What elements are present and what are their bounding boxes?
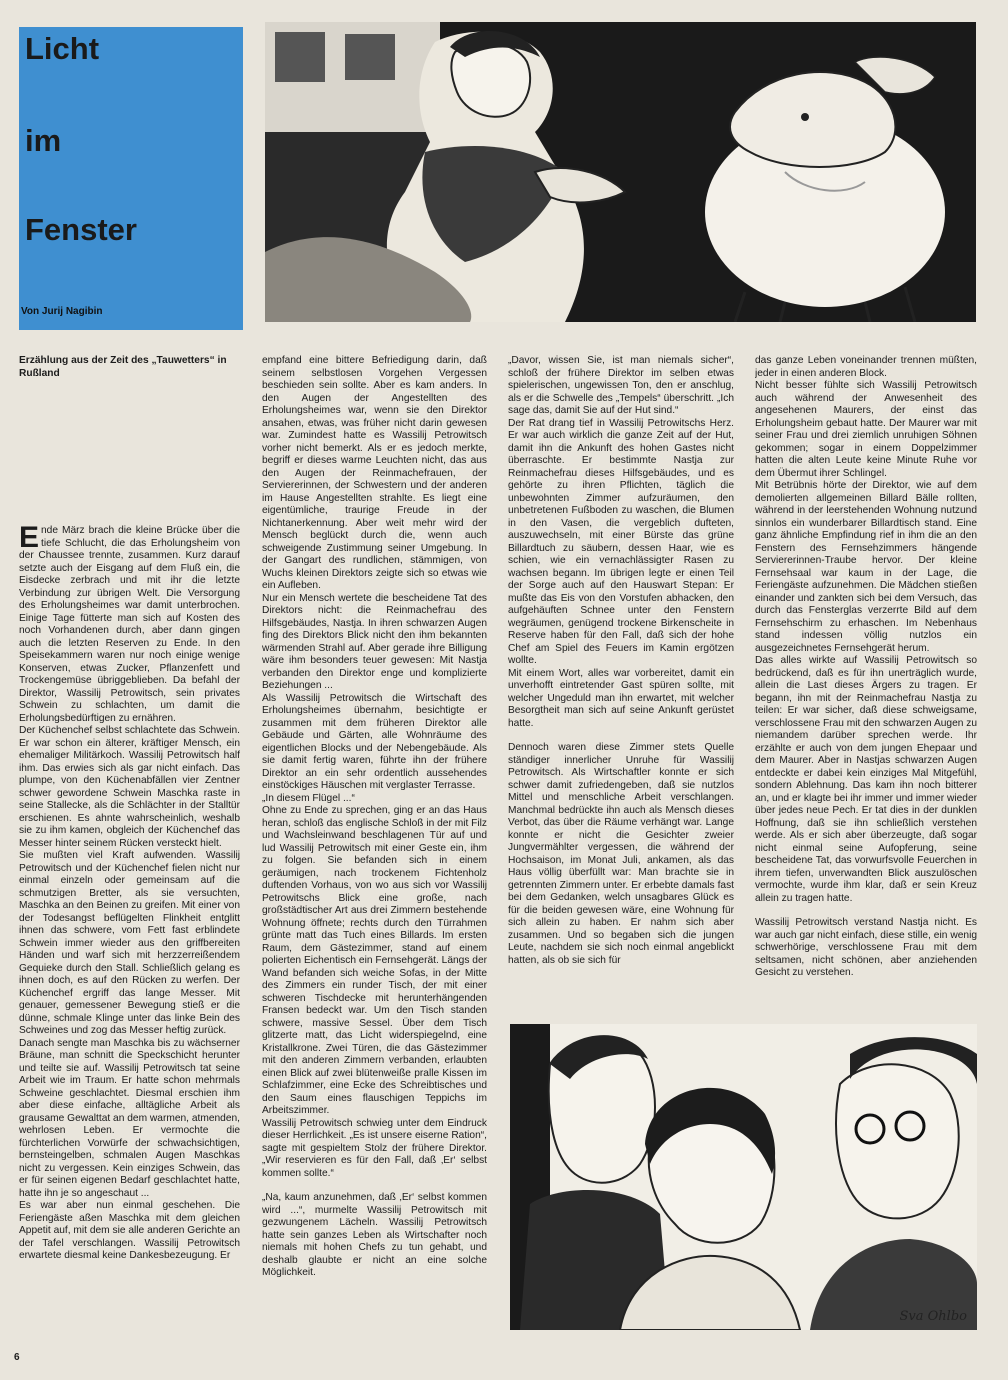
title-word-licht: Licht: [25, 31, 100, 66]
paragraph: das ganze Leben voneinander trennen müßten, jeder in einen anderen Block.: [755, 355, 977, 379]
paragraph: Als Wassilij Petrowitsch die Wirtschaft des Erholungsheimes übernahm, besichtigte er zusammen mit dem früheren Direktor alle Gebäude und Gärten, alle Wohnräume des eigentlichen Blocks und der Nebengebäude. Als sie damit fertig waren, führte ihn der frühere Direktor an ein sehr ordentlich aussehendes einstöckiges Häuschen mit verglaster Terrasse.: [262, 692, 487, 791]
paragraph: Mit Betrübnis hörte der Direktor, wie auf dem demolierten allgemeinen Billard Bälle rollten, während in der leerstehenden Wohnung nutzund sinnlos ein wunderbarer Billardtisch stand. Eine ganz ähnliche Empfindung rief in ihm die an den Fenstern des Fernsehzimmers hängende Serviererinnen-Traube hervor. Der kleine Fernsehsaal war kaum in der Lage, die Feriengäste aufzunehmen. Die Mädchen stießen einander und zankten sich bei dem Versuch, das durch das Fensterglas verzerrte Bild auf dem Fernsehschirm zu erhaschen. Im Nebenhaus stand indessen völlig nutzlos ein ausgezeichnetes Fernsehgerät herum.: [755, 480, 977, 654]
ink-illustration-man-and-pig-icon: [265, 22, 976, 322]
drop-cap: E: [19, 525, 40, 554]
paragraph: Der Rat drang tief in Wassilij Petrowitschs Herz. Er war auch wirklich die ganze Zeit auf der Hut, damit ihn die Ankunft des hohen Gastes nicht überraschte. Er bestimmte Nastja zur Reinmachefrau dieses Hilfsgebäudes, und es gehörte zu ihren Pflichten, täglich die unbewohnten Zimmer aufzuräumen, den unbetretenen Fußboden zu waschen, die Blumen in den Vasen, die vergeblich dufteten, auszuwechseln, mit einer Bürste das grüne Billardtuch zu säubern, dessen Haar, wie es schien, wie ein vernachlässigter Rasen zu wachsen begann. Im übrigen legte er einen Teil der Sorge auch auf den Hauswart Stepan: Er mußte das Eis von den Vorstufen abhacken, den aufgehäuften Schnee unter den Fenstern wegräumen, genügend trockene Birkenscheite in Reserve haben für den Fall, daß sich der hohe Chef am Spiel des Feuers im Kamin ergötzen wollte.: [508, 417, 734, 666]
paragraph: „In diesem Flügel ...“: [262, 792, 355, 804]
paragraph: Nur ein Mensch wertete die bescheidene Tat des Direktors nicht: die Reinmachefrau des Hilfsgebäudes, Nastja. In ihren schwarzen Augen fing des Direktors Blick nicht den ihm bekannten wärmenden Strahl auf. Aber gerade ihre Billigung wäre ihm besonders teuer gewesen: Mit Nastja verbanden den Direktor enge und komplizierte Beziehungen ...: [262, 592, 487, 691]
paragraph: „Na, kaum anzunehmen, daß ‚Er‘ selbst kommen wird ...“, murmelte Wassilij Petrowitsch mit gezwungenem Lächeln. Wassilij Petrowitsch hatte sein ganzes Leben als Wirtschafter noch niemals mit hohen Chefs zu tun gehabt, und deshalb glaubte er nicht an eine solche Möglichkeit.: [262, 1192, 487, 1278]
paragraph: Danach sengte man Maschka bis zu wächserner Bräune, man schnitt die Speckschicht herunter und teilte sie auf. Wassilij Petrowitsch tat seine Arbeit wie im Traum. Er hatte schon mehrmals Schweine geschlachtet. Diesmal erschien ihm aber diese einfache, alltägliche Arbeit als grausame Gewalttat an dem warmen, atmenden, wehrlosen Leben. Er vermochte die fürchterlichen Vorwürfe der schwachsichtigen, bernsteingelben, schmalen Augen Maschkas nicht zu vergessen. Kein einziges Schwein, das er für seinen eigenen Bedarf geschlachtet hatte, hatte ihn je so angeschaut ...: [19, 1037, 240, 1199]
paragraph: [19, 525, 240, 725]
artist-signature: Sva Ohlbo: [899, 1309, 967, 1324]
top-illustration: [265, 22, 976, 322]
paragraph: Mit einem Wort, alles war vorbereitet, damit ein unverhofft eintretender Gast spüren sollte, mit welcher Ungeduld man ihn erwartet, mit welcher Besorgtheit man sich auf seine Ankunft gerüstet hatte.: [508, 667, 734, 729]
paragraph: Ohne zu Ende zu sprechen, ging er an das Haus heran, schloß das englische Schloß in der mit Filz und Wachsleinwand beschlagenen Tür auf und lud Wassilij Petrowitsch mit einer Geste ein, ihm zu folgen. Sie befanden sich in einem geräumigen, nach trockenem Fichtenholz duftenden Vorhaus, von wo aus sich vor Wassilij Petrowitschs Blick eine große, nach großstädtischer Art aus drei Zimmern bestehende Wohnung öffnete; rechts durch den Türrahmen grünte matt das Tuch eines Billards. Im ersten Raum, dem Gästezimmer, stand auf einem polierten Eichentisch ein Fernsehgerät. Längs der Wand befanden sich weiche Sofas, in der Mitte des Zimmers ein runder Tisch, der mit einer schweren Tischdecke mit herunterhängenden Fransen bedeckt war. Um den Tisch standen schwere, massive Sessel. Über dem Tisch glitzerte matt, das Licht widerspiegelnd, eine Kristallkrone. Zwei Türen, die das Gästezimmer mit den anderen Zimmern verbanden, erlaubten einen Blick auf zwei blütenweiße pralle Kissen im Schlafzimmer, eine Ecke des Schreibtisches und den Saum eines flauschigen Teppichs im Arbeitszimmer.: [262, 805, 487, 1116]
paragraph: Dennoch waren diese Zimmer stets Quelle ständiger innerlicher Unruhe für Wassilij Petrowitsch. Als Wirtschaftler konnte er sich schwer damit zufriedengeben, daß sie nutzlos Mittel und menschliche Arbeit verschlangen. Manchmal bedrückte ihn auch als Mensch dieses Verbot, das über die Räume verhängt war. Lange konnte er nicht die Gesichter zweier Jungvermählter vergessen, die während der Hochsaison, im Monat Juli, ankamen, als das Haus völlig überfüllt war: Man brachte sie in getrennten Zimmern unter. Er erbebte damals fast bei dem Gedanken, welch unsagbares Glück es für die beiden gewesen wäre, eine Wohnung für sich allein zu haben. Er nahm sich aber zusammen. Und so begaben sich die jungen Leute, nachdem sie sich noch einmal angeblickt hatten, als ob sie sich für: [508, 742, 734, 966]
paragraph: Es war aber nun einmal geschehen. Die Feriengäste aßen Maschka mit dem gleichen Appetit auf, mit dem sie alle anderen Gerichte an der Tafel verschlangen. Wassilij Petrowitsch erwartete diesmal keine Dankesbezeugung. Er: [19, 1200, 240, 1261]
title-block: [19, 27, 243, 330]
page-number: 6: [14, 1352, 20, 1363]
paragraph: Nicht besser fühlte sich Wassilij Petrowitsch auch während der Anwesenheit des angesehenen Maurers, der einst das Erholungsheim gebaut hatte. Der Maurer war mit seiner Frau und drei ziemlich unruhigen Söhnen gekommen; sogar in einem Doppelzimmer hatten die alten Leute keine Minute Ruhe vor dem Übermut ihrer Schlingel.: [755, 380, 977, 479]
text-column-3: [508, 355, 734, 985]
text-column-4: [755, 355, 977, 985]
title-word-im: im: [25, 123, 62, 158]
paragraph: Der Küchenchef selbst schlachtete das Schwein. Er war schon ein älterer, kräftiger Mensch, ein ehemaliger Militärkoch. Wassilij Petrowitsch half ihm. Das erwies sich als gar nicht einfach. Das plumpe, von den Küchenabfällen vier Zentner schwer gewordene Schwein Maschka raste in seine Stallecke, als die Schlächter in der Stalltür erschienen. Es ahnte wahrscheinlich, weshalb sie zu ihm kamen, obgleich der Küchenchef das Messer hinter seinem Rücken versteckt hielt.: [19, 725, 240, 849]
paragraph: empfand eine bittere Befriedigung darin, daß seinem selbstlosen Vorgehen Vergessen beschieden sein sollte. Aber es kam anders. In den Augen der Angestellten des Erholungsheimes war, wenn sie den Direktor ansahen, etwas, was früher nicht darin gewesen war. Zumindest hatte es Wassilij Petrowitsch vorher nicht bemerkt. Als er es jedoch merkte, begriff er dieses warme Leuchten nicht, das aus den Augen der Reinmachefrauen, der Serviererinnen, der Schwestern und der anderen im Hause Angestellten strahlte. Es liegt eine eigentümliche, traurige Freude in der Nichtanerkennung. Aber weit mehr wird der Mensch beglückt durch die, wenn auch schweigende Zustimmung seiner Umgebung. In der Gangart des rundlichen, stämmigen, von Wuchs kleinen Direktors zeigte sich so etwas wie ein Aufleben.: [262, 355, 487, 591]
story-subtitle: Erzählung aus der Zeit des „Tauwetters“ in Rußland: [19, 355, 227, 379]
paragraph: Sie mußten viel Kraft aufwenden. Wassilij Petrowitsch und der Küchenchef fielen nicht nur einmal einzeln oder gemeinsam auf die schmutzigen Bretter, als sie versuchten, Maschka an den Beinen zu greifen. Mit einer von der Todesangst beflügelten Flinkheit entglitt ihnen das schwere, vom Fett fast erblindete Schwein immer wieder aus den griffbereiten Händen und warf sich mit herzzerreißendem Gequieke durch den Stall. Schließlich gelang es ihnen doch, es auf den Rücken zu werfen. Der Küchenchef ergriff das lange Messer. Mit genauer, gemessener Bewegung stieß er die dünne, schmale Klinge unter das linke Bein des Schweines und zog das Messer heftig zurück.: [19, 850, 240, 1036]
text-column-1: [19, 525, 240, 1345]
paragraph-text: nde März brach die kleine Brücke über die tiefe Schlucht, die das Erholungsheim von der Chaussee trennte, zusammen. Kurz darauf setzte auch der Eisgang auf dem Fluß ein, die Eisdecke zerbrach und mit ihr die letzte Verbindung zur übrigen Welt. Die Versorgung des Erholungsheimes war damit unterbrochen. Einige Tage fütterte man sich auf Kosten des noch Vorhandenen durch, aber dann gingen auch die letzten Reserven zu Ende. In den Speisekammern waren nur noch einige wenige Konserven, etwas Zucker, Pflanzenfett und Trockengemüse übriggeblieben. Da befahl der Direktor, Wassilij Petrowitsch, sein privates Schwein zu schlachten, um damit die Erholungsbedürftigen zu ernähren.: [19, 525, 240, 724]
author-byline: Von Jurij Nagibin: [21, 306, 103, 317]
ink-illustration-three-faces-icon: [510, 1024, 977, 1330]
text-column-2: [262, 355, 487, 1345]
paragraph: „Davor, wissen Sie, ist man niemals sicher“, schloß der frühere Direktor im selben etwas spielerischen, ungewissen Ton, den er anschlug, als er die Schwelle des „Tempels“ überschritt. „Ich sage das, damit Sie auf der Hut sind.“: [508, 355, 734, 416]
bottom-illustration: [510, 1024, 977, 1330]
paragraph: Wassilij Petrowitsch verstand Nastja nicht. Es war auch gar nicht einfach, diese stille, ein wenig schwerhörige, verschlossene Frau mit dem seltsamen, nicht schönen, aber anziehenden Gesicht zu verstehen.: [755, 917, 977, 978]
paragraph: Wassilij Petrowitsch schwieg unter dem Eindruck dieser Herrlichkeit. „Es ist unsere eiserne Ration“, sagte mit gespieltem Stolz der frühere Direktor. „Wir reservieren es für den Fall, daß ‚Er‘ selbst kommen sollte.“: [262, 1117, 487, 1179]
paragraph: Das alles wirkte auf Wassilij Petrowitsch so bedrückend, daß es für ihn unerträglich wurde, allein die Last dieses Ärgers zu tragen. Er begann, ihn mit der Reinmachefrau Nastja zu teilen: Er war sicher, daß diese schweigsame, verschlossene Frau mit den schwarzen Augen zu niemandem darüber sprechen werde. Ihr erzählte er auch von dem jungen Ehepaar und dem Maurer. Aber in Nastjas schwarzen Augen entdeckte er dabei kein einziges Mal Mitgefühl, sondern Ablehnung. Das kam ihn noch bitterer an, und er klagte bei ihr immer und immer wieder über jedes neue Pech. Er tat dies in der dunklen Hoffnung, daß sie ihn schließlich verstehen werde. Als er sich aber überzeugte, daß sogar nicht einmal seine Aufopferung, seine bescheidene Tat, das vorwurfsvolle Feuerchen in ihrem tiefen, unverwandten Blick auszulöschen vermochte, wurde ihm klar, daß er sein Kreuz allein zu tragen hatte.: [755, 655, 977, 904]
title-word-fenster: Fenster: [25, 212, 137, 247]
